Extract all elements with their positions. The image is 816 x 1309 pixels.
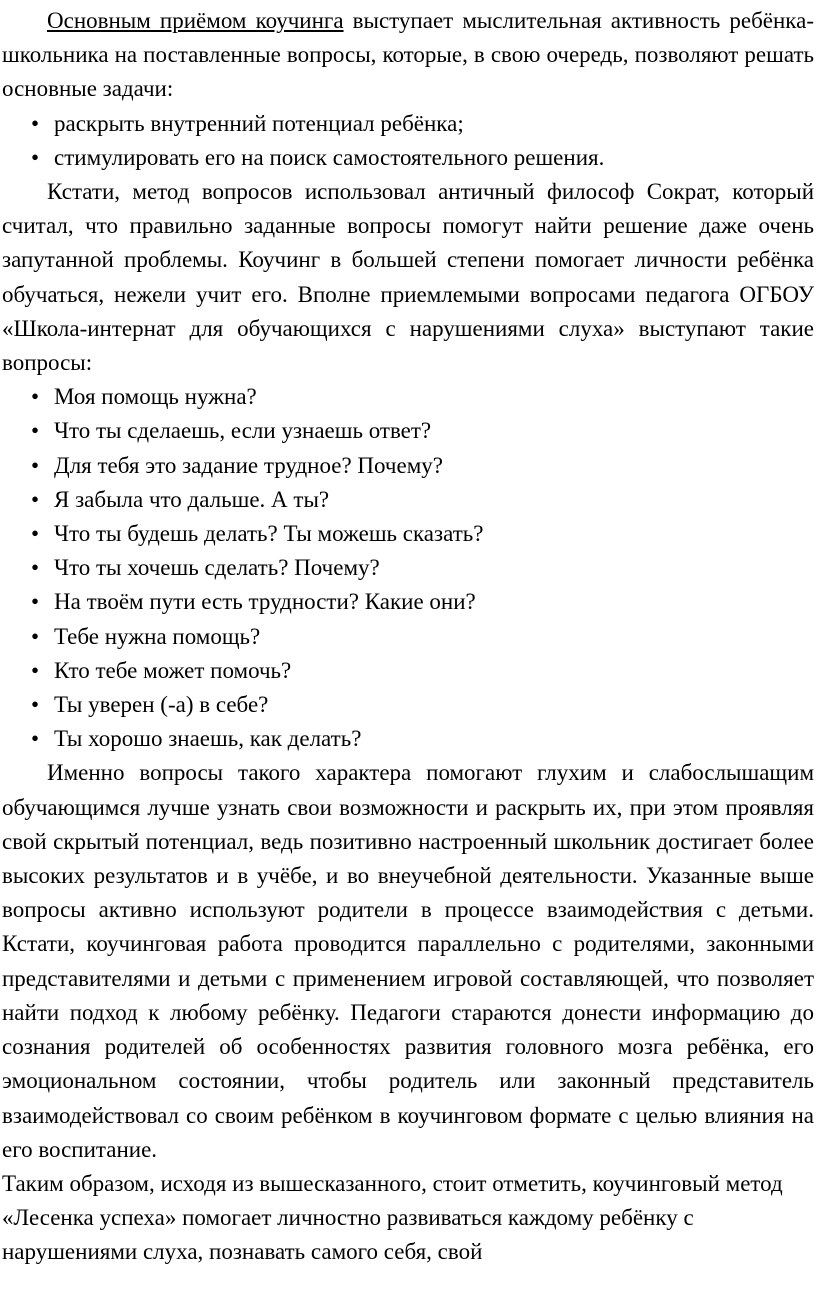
bullet-icon: •	[31, 555, 40, 581]
paragraph-socrates: Кстати, метод вопросов использовал античный философ Сократ, который считал, что правильно заданные вопросы помогут найти решение даже очень запутанной проблемы. Коучинг в большей степени помогает личности ребёнка обучаться, нежели учит его. Вполне приемлемыми вопросами педагога ОГБОУ «Школа-интернат для обучающихся с нарушениями слуха» выступают такие вопросы:	[2, 179, 814, 376]
bullet-icon: •	[31, 110, 40, 136]
list-item-text: Ты уверен (-а) в себе?	[54, 692, 269, 718]
bullet-icon: •	[31, 623, 40, 649]
list-item-text: На твоём пути есть трудности? Какие они?	[54, 589, 476, 615]
paragraph-conclusion: Таким образом, исходя из вышесказанного, стоит отметить, коучинговый метод «Лесенка успеха» помогает личностно развиваться каждому ребёнку с нарушениями слуха, познавать самого себя, свой	[2, 1170, 783, 1265]
list-item-text: раскрыть внутренний потенциал ребёнка;	[54, 110, 464, 136]
bullet-icon: •	[31, 486, 40, 512]
list-item-text: Что ты сделаешь, если узнаешь ответ?	[54, 418, 432, 444]
bullet-icon: •	[31, 452, 40, 478]
bullet-icon: •	[31, 384, 40, 410]
bullet-icon: •	[31, 726, 40, 752]
paragraph-results: Именно вопросы такого характера помогают глухим и слабослышащим обучающимся лучше узнать свои возможности и раскрыть их, при этом проявляя свой скрытый потенциал, ведь позитивно настроенный школьник достигает более высоких результатов и в учёбе, и во внеучебной деятельности. Указанные выше вопросы активно используют родители в процессе взаимодействия с детьми. Кстати, коучинговая работа проводится параллельно с родителями, законными представителями и детьми с применением игровой составляющей, что позволяет найти подход к любому ребёнку. Педагоги стараются донести информацию до сознания родителей об особенностях развития головного мозга ребёнка, его эмоциональном состоянии, чтобы родитель или законный представитель взаимодействовал со своим ребёнком в коучинговом формате с целью влияния на его воспитание.	[2, 760, 814, 1162]
list-item-text: Моя помощь нужна?	[54, 384, 257, 410]
task-list	[2, 107, 814, 175]
underlined-lead-text: Основным приёмом коучинга	[47, 8, 344, 33]
list-item-text: Ты хорошо знаешь, как делать?	[54, 726, 362, 752]
list-item-text: Что ты хочешь сделать? Почему?	[54, 555, 380, 581]
list-item-text: Тебе нужна помощь?	[54, 623, 261, 649]
list-item	[31, 688, 814, 722]
list-item	[31, 141, 814, 175]
list-item	[31, 551, 814, 585]
bullet-icon: •	[31, 144, 40, 170]
list-item	[31, 449, 814, 483]
bullet-icon: •	[31, 521, 40, 547]
bullet-icon: •	[31, 657, 40, 683]
list-item	[31, 620, 814, 654]
intro-text: выступает мыслительная активность ребёнка-школьника на поставленные вопросы, которые, в свою очередь, позволяют решать основные задачи:	[2, 8, 814, 102]
list-item	[31, 483, 814, 517]
list-item	[31, 414, 814, 448]
list-item	[31, 107, 814, 141]
bullet-icon: •	[31, 418, 40, 444]
list-item-text: Кто тебе может помочь?	[54, 657, 292, 683]
list-item	[31, 380, 814, 414]
bullet-icon: •	[31, 692, 40, 718]
paragraph-intro	[2, 4, 814, 107]
question-list	[2, 380, 814, 756]
list-item-text: Для тебя это задание трудное? Почему?	[54, 452, 443, 478]
list-item	[31, 517, 814, 551]
list-item	[31, 585, 814, 619]
list-item-text: стимулировать его на поиск самостоятельного решения.	[54, 144, 605, 170]
bullet-icon: •	[31, 589, 40, 615]
list-item-text: Я забыла что дальше. А ты?	[54, 486, 330, 512]
list-item	[31, 722, 814, 756]
list-item-text: Что ты будешь делать? Ты можешь сказать?	[54, 521, 484, 547]
list-item	[31, 654, 814, 688]
